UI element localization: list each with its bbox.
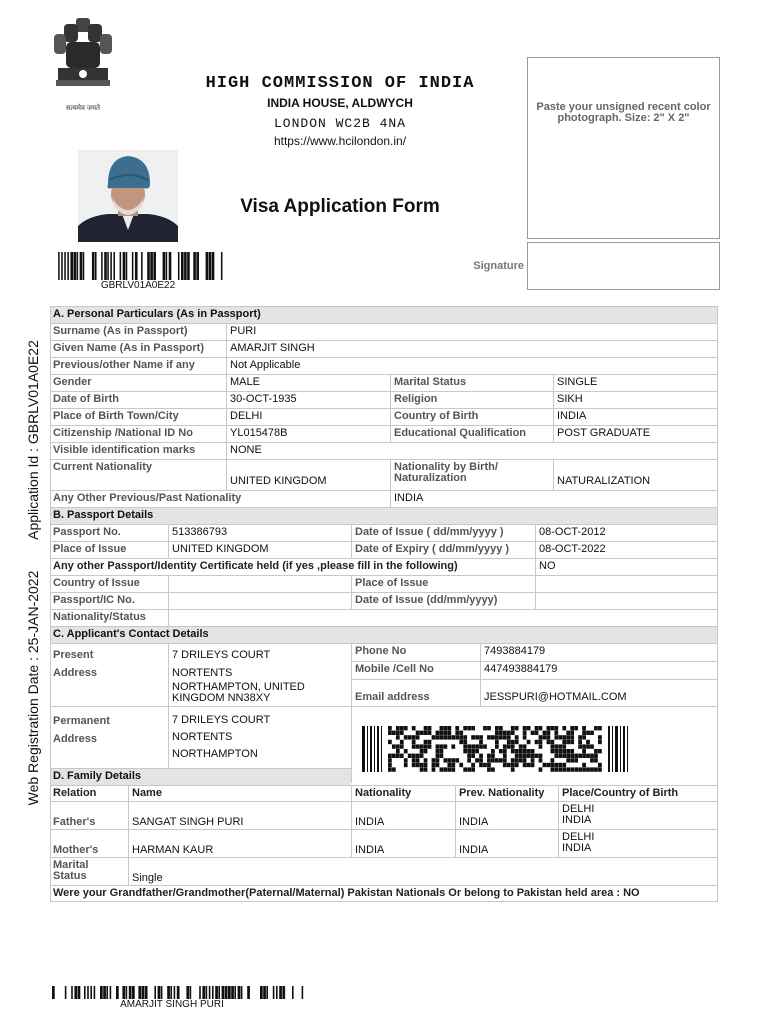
other-passport-question: Any other Passport/Identity Certificate held (if yes ,please fill in the following) [50,558,535,575]
nationality-header: Nationality [351,785,455,801]
photo-placeholder-box [527,57,720,239]
mobile-label: Mobile /Cell No [351,661,480,679]
previous-name-value: Not Applicable [226,357,718,374]
mother-prev-nationality: INDIA [455,829,558,857]
marital-status-value: SINGLE [553,374,718,391]
emblem-motto: सत्यमेव जयते [65,105,101,112]
applicant-photo [78,150,178,242]
signature-box [527,242,720,290]
father-name: SANGAT SINGH PURI [128,801,351,829]
citizenship-label: Citizenship /National ID No [50,425,226,442]
pakistan-question: Were your Grandfather/Grandmother(Paternal/Maternal) Pakistan Nationals Or belong to Pakistan held area : NO [50,885,718,902]
section-a-header: A. Personal Particulars (As in Passport) [50,306,718,323]
permanent-address-label: Permanent Address [50,706,168,768]
other-issue-date-value [535,592,718,609]
nationality-by-label: Nationality by Birth/ Naturalization [390,459,553,490]
country-of-issue-label: Country of Issue [50,575,168,592]
country-of-issue-value [168,575,351,592]
prev-nationality-header: Prev. Nationality [455,785,558,801]
dob-value: 30-OCT-1935 [226,391,390,408]
surname-value: PURI [226,323,718,340]
page-title: HIGH COMMISSION OF INDIA [205,74,475,93]
previous-name-label: Previous/other Name if any [50,357,226,374]
father-label: Father's [50,801,128,829]
mother-nationality: INDIA [351,829,455,857]
expiry-date-value: 08-OCT-2022 [535,541,718,558]
current-nationality-label: Current Nationality [50,459,226,490]
present-address-label: Present Address [50,643,168,706]
gender-value: MALE [226,374,390,391]
footer-barcode-icon [52,986,308,999]
cob-value: INDIA [553,408,718,425]
citizenship-value: YL015478B [226,425,390,442]
national-emblem-icon [48,14,118,114]
other-nationality-label: Any Other Previous/Past Nationality [50,490,390,507]
mother-name: HARMAN KAUR [128,829,351,857]
phone-label: Phone No [351,643,480,661]
religion-label: Religion [390,391,553,408]
email-value: JESSPURI@HOTMAIL.COM [480,679,718,706]
section-d-header: D. Family Details [50,768,351,785]
identification-marks-label: Visible identification marks [50,442,226,459]
identification-marks-value: NONE [226,442,718,459]
ic-no-label: Passport/IC No. [50,592,168,609]
email-label: Email address [351,679,480,706]
mother-place-of-birth: DELHI INDIA [558,829,718,857]
education-value: POST GRADUATE [553,425,718,442]
other-issue-date-label: Date of Issue (dd/mm/yyyy) [351,592,535,609]
application-table [50,306,718,902]
place-of-issue-value: UNITED KINGDOM [168,541,351,558]
website-link[interactable]: https://www.hcilondon.in/ [273,134,407,148]
family-marital-value: Single [128,857,718,885]
place-of-issue-label: Place of Issue [50,541,168,558]
place-of-birth-header: Place/Country of Birth [558,785,718,801]
given-name-label: Given Name (As in Passport) [50,340,226,357]
signature-label: Signature [473,260,524,272]
pob-value: DELHI [226,408,390,425]
mother-label: Mother's [50,829,128,857]
issue-date-label: Date of Issue ( dd/mm/yyyy ) [351,524,535,541]
relation-header: Relation [50,785,128,801]
2d-barcode-icon [362,726,630,772]
other-place-of-issue-value [535,575,718,592]
surname-label: Surname (As in Passport) [50,323,226,340]
barcode-id-text: GBRLV01A0E22 [100,280,176,291]
marital-status-label: Marital Status [390,374,553,391]
current-nationality-value: UNITED KINGDOM [226,459,390,490]
father-nationality: INDIA [351,801,455,829]
photo-instructions: Paste your unsigned recent color photograph. Size: 2" X 2" [536,101,711,124]
phone-value: 7493884179 [480,643,718,661]
passport-no-value: 513386793 [168,524,351,541]
form-title: Visa Application Form [240,196,440,217]
passport-no-label: Passport No. [50,524,168,541]
nationality-by-value: NATURALIZATION [553,459,718,490]
address-line-2: LONDON WC2B 4NA [273,116,407,131]
mobile-value: 447493884179 [480,661,718,679]
given-name-value: AMARJIT SINGH [226,340,718,357]
section-b-header: B. Passport Details [50,507,718,524]
other-passport-answer: NO [535,558,718,575]
religion-value: SIKH [553,391,718,408]
name-header: Name [128,785,351,801]
father-place-of-birth: DELHI INDIA [558,801,718,829]
footer-barcode-name: AMARJIT SINGH PURI [120,999,224,1010]
address-line-1: INDIA HOUSE, ALDWYCH [267,96,413,110]
dob-label: Date of Birth [50,391,226,408]
issue-date-value: 08-OCT-2012 [535,524,718,541]
family-marital-label: Marital Status [50,857,128,885]
present-address-value: 7 DRILEYS COURT NORTENTS NORTHAMPTON, UNITED KINGDOM NN38XY [168,643,351,706]
permanent-address-value: 7 DRILEYS COURT NORTENTS NORTHAMPTON [168,706,351,768]
nationality-status-value [168,609,718,626]
cob-label: Country of Birth [390,408,553,425]
pob-label: Place of Birth Town/City [50,408,226,425]
barcode-icon [52,252,224,280]
ic-no-value [168,592,351,609]
gender-label: Gender [50,374,226,391]
father-prev-nationality: INDIA [455,801,558,829]
nationality-status-label: Nationality/Status [50,609,168,626]
education-label: Educational Qualification [390,425,553,442]
other-nationality-value: INDIA [390,490,718,507]
section-c-header: C. Applicant's Contact Details [50,626,718,643]
expiry-date-label: Date of Expiry ( dd/mm/yyyy ) [351,541,535,558]
other-place-of-issue-label: Place of Issue [351,575,535,592]
